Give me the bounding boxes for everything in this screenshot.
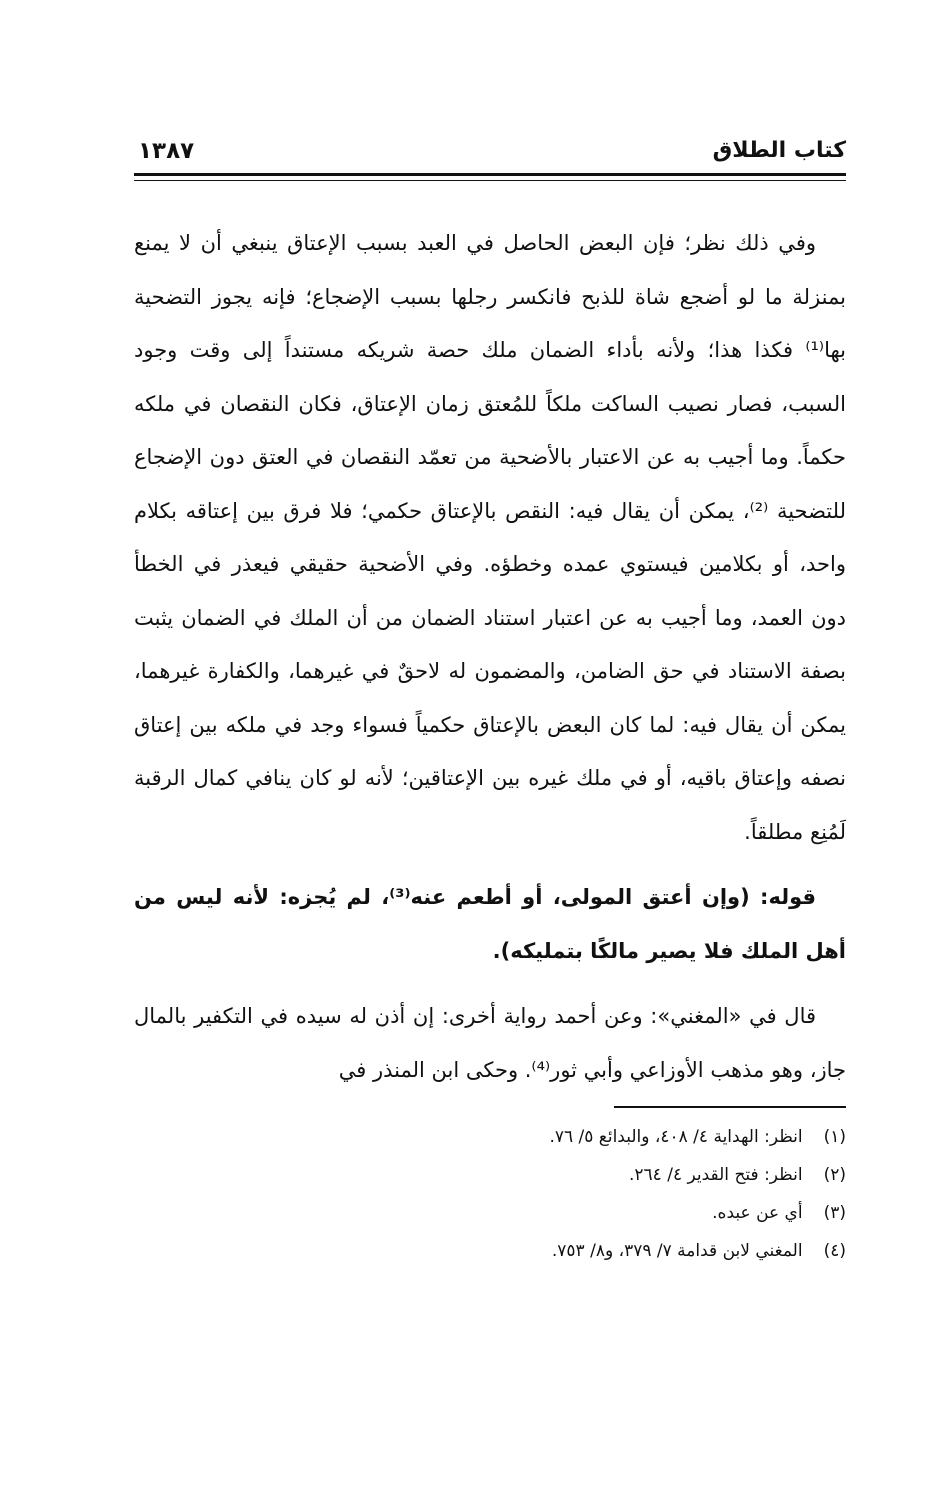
footnote-text: المغني لابن قدامة ٧/ ٣٧٩، و٨/ ٧٥٣. bbox=[551, 1241, 803, 1261]
footnotes bbox=[246, 1118, 846, 1270]
footnote-number: (٤) bbox=[823, 1241, 846, 1261]
page-header bbox=[134, 132, 846, 172]
header-rule-thin bbox=[134, 180, 846, 181]
footnote-number: (٢) bbox=[823, 1165, 846, 1185]
footnote-item bbox=[246, 1118, 846, 1156]
main-text bbox=[134, 217, 846, 1097]
paragraph-mughni-citation: قال في «المغني»: وعن أحمد رواية أخرى: إن أذن له سيده في التكفير بالمال جاز، وهو مذهب الأوزاعي وأبي ثور⁽⁴⁾. وحكى ابن المنذر في bbox=[134, 1004, 846, 1082]
paragraph-commentary: وفي ذلك نظر؛ فإن البعض الحاصل في العبد بسبب الإعتاق ينبغي أن لا يمنع بمنزلة ما لو أضجع شاة للذبح فانكسر رجلها بسبب الإضجاع؛ فإنه يجوز التضحية بها⁽¹⁾ فكذا هذا؛ ولأنه بأداء الضمان ملك حصة شريكه مستنداً إلى وقت وجود السبب، فصار نصيب الساكت ملكاً للمُعتق زمان الإعتاق، فكان النقصان في ملكه حكماً. وما أجيب به عن الاعتبار بالأضحية من تعمّد النقصان في العتق دون الإضجاع للتضحية ⁽²⁾، يمكن أن يقال فيه: النقص بالإعتاق حكمي؛ فلا فرق بين إعتاقه بكلام واحد، أو بكلامين فيستوي عمده وخطؤه. وفي الأضحية حقيقي فيعذر في الخطأ دون العمد، وما أجيب به عن اعتبار استناد الضمان من أن الملك في الضمان يثبت بصفة الاستناد في حق الضامن، والمضمون له لاحقٌ في غيرهما، والكفارة غيرهما، يمكن أن يقال فيه: لما كان البعض بالإعتاق حكمياً فسواء وجد في ملكه بين إعتاق نصفه وإعتاق باقيه، أو في ملك غيره بين الإعتاقين؛ لأنه لو كان ينافي كمال الرقبة لَمُنِع مطلقاً. bbox=[134, 231, 846, 844]
header-rule-thick bbox=[134, 173, 846, 176]
footnote-text: انظر: فتح القدير ٤/ ٢٦٤. bbox=[629, 1165, 803, 1185]
footnote-text: أي عن عبده. bbox=[712, 1203, 803, 1223]
footnote-item bbox=[246, 1232, 846, 1270]
footnote-number: (٣) bbox=[823, 1203, 846, 1223]
footnote-separator bbox=[614, 1106, 846, 1108]
running-title: كتاب الطلاق bbox=[712, 138, 846, 163]
page-number: ١٣٨٧ bbox=[138, 138, 195, 164]
paragraph-matn-quote: قوله: (وإن أعتق المولى، أو أطعم عنه⁽³⁾، لم يُجزه: لأنه ليس من أهل الملك فلا يصير مالكًا بتمليكه). bbox=[134, 885, 846, 963]
footnote-number: (١) bbox=[823, 1127, 846, 1147]
footnote-item bbox=[246, 1194, 846, 1232]
footnote-text: انظر: الهداية ٤/ ٤٠٨، والبدائع ٥/ ٧٦. bbox=[549, 1127, 803, 1147]
footnote-item bbox=[246, 1156, 846, 1194]
